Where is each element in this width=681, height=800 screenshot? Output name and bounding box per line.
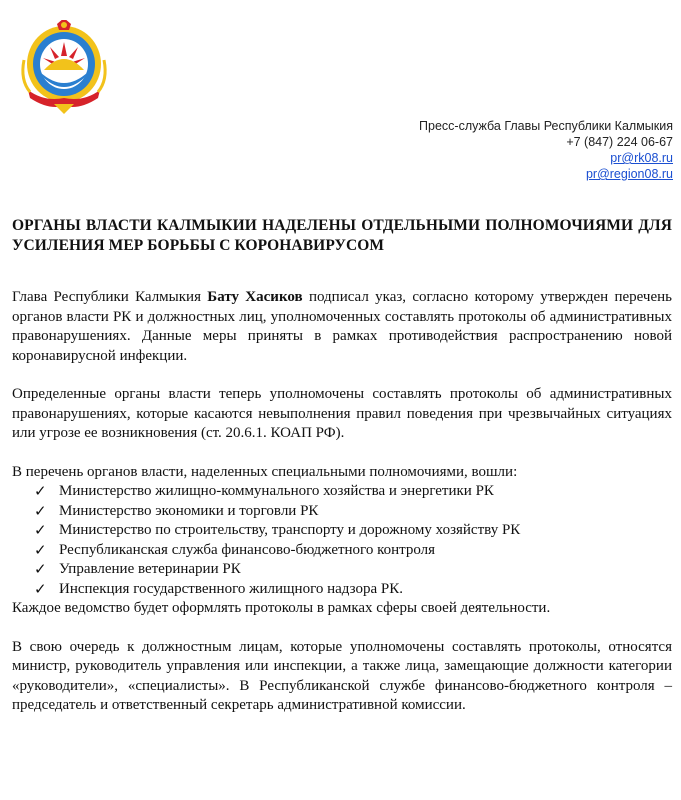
check-icon: ✓ bbox=[34, 562, 47, 578]
press-service-name: Пресс-служба Главы Республики Калмыкия bbox=[419, 119, 673, 133]
paragraph-authority: Определенные органы власти теперь уполномочены составлять протоколы об административных правонарушениях, которые касаются невыполнения правил поведения при чрезвычайных ситуациях или угрозе ее возникновения (ст. 20.6.1. КОАП РФ). bbox=[12, 386, 672, 441]
list-item: ✓ Управление ветеринарии РК bbox=[34, 560, 672, 580]
phone-number: +7 (847) 224 06-67 bbox=[566, 135, 673, 149]
article-body bbox=[12, 288, 672, 716]
paragraph-decree: Глава Республики Калмыкия Бату Хасиков подписал указ, согласно которому утвержден перечень органов власти РК и должностных лиц, уполномоченных составлять протоколы об административных правонарушениях. Данные меры приняты в рамках противодействия распространению новой коронавирусной инфекции. bbox=[12, 289, 672, 364]
paragraph-protocols: Каждое ведомство будет оформлять протоколы в рамках сферы своей деятельности. bbox=[12, 600, 551, 616]
check-icon: ✓ bbox=[34, 581, 47, 598]
list-item: ✓ Министерство жилищно-коммунального хозяйства и энергетики РК bbox=[34, 482, 672, 502]
paragraph-officials: В свою очередь к должностным лицам, которые уполномочены составлять протоколы, относятся министр, руководитель управления или инспекции, а также лица, замещающие должности категории «руководители», «специалисты». В Республиканской службе финансово-бюджетного контроля – председатель и ответственный секретарь административной комиссии. bbox=[12, 638, 672, 713]
article-title: ОРГАНЫ ВЛАСТИ КАЛМЫКИИ НАДЕЛЕНЫ ОТДЕЛЬНЫМИ ПОЛНОМОЧИЯМИ ДЛЯ УСИЛЕНИЯ МЕР БОРЬБЫ С КОРОНАВИРУСОМ bbox=[12, 217, 672, 254]
email-link-region08[interactable]: pr@region08.ru bbox=[585, 167, 673, 181]
email-link-rk08[interactable]: pr@rk08.ru bbox=[610, 151, 673, 165]
check-icon: ✓ bbox=[34, 542, 47, 559]
head-name: Бату Хасиков bbox=[207, 289, 303, 305]
kalmykia-emblem-icon bbox=[14, 20, 114, 115]
check-icon: ✓ bbox=[34, 484, 47, 500]
list-item: ✓ Республиканская служба финансово-бюджетного контроля bbox=[34, 541, 672, 561]
list-item: ✓ Министерство по строительству, транспорту и дорожному хозяйству РК bbox=[34, 521, 672, 541]
press-contacts bbox=[419, 118, 673, 182]
list-item: ✓ Инспекция государственного жилищного надзора РК. bbox=[34, 580, 672, 600]
check-icon: ✓ bbox=[34, 503, 47, 520]
list-intro: В перечень органов власти, наделенных специальными полномочиями, вошли: bbox=[12, 463, 518, 480]
check-icon: ✓ bbox=[34, 523, 47, 539]
authorities-list bbox=[12, 482, 672, 599]
list-item: ✓ Министерство экономики и торговли РК bbox=[34, 502, 672, 522]
